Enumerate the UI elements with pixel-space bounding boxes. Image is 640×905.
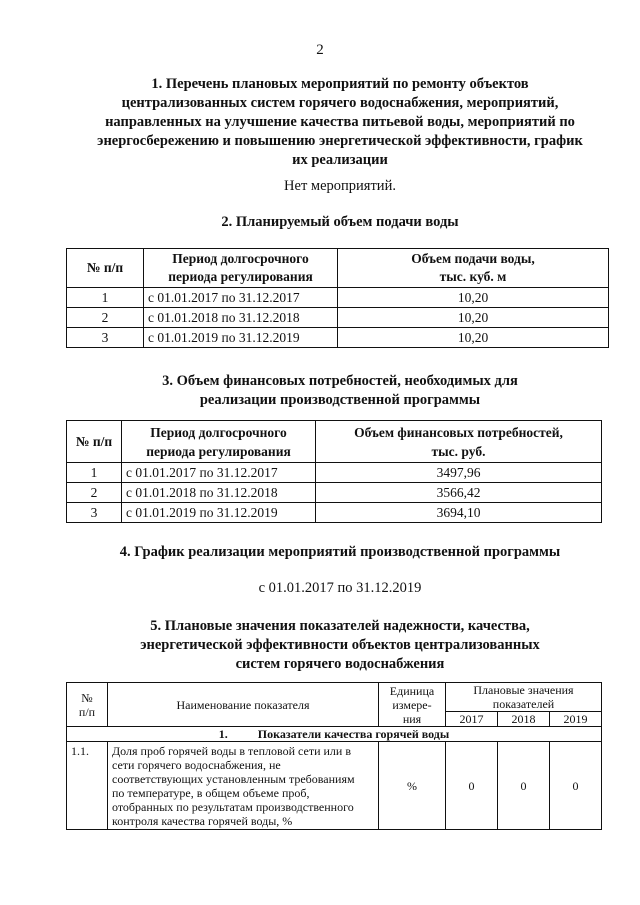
cell-value-2018: 0	[497, 742, 549, 830]
section1-title-line: 1. Перечень плановых мероприятий по ремонту объектов	[151, 76, 529, 92]
col-header-period	[144, 249, 338, 288]
group-num: 1.	[218, 727, 228, 741]
col-header-name: Наименование показателя	[108, 683, 379, 727]
cell-num: 2	[67, 483, 122, 503]
col-header-planned	[446, 683, 602, 712]
section5-title-line: систем горячего водоснабжения	[235, 656, 445, 672]
section1-title-line: направленных на улучшение качества питьевой воды, мероприятий по	[105, 114, 575, 130]
cell-period: с 01.01.2017 по 31.12.2017	[144, 288, 338, 308]
table-header-row	[67, 249, 609, 288]
header-line: периода регулирования	[146, 443, 291, 459]
header-line: тыс. куб. м	[439, 269, 507, 284]
header-line: измере-	[392, 697, 432, 712]
cell-period: с 01.01.2019 по 31.12.2019	[144, 328, 338, 348]
table-row	[67, 463, 602, 483]
page-number: 2	[316, 42, 324, 58]
header-line: №	[81, 690, 93, 705]
table-row	[67, 503, 602, 523]
name-line: соответствующих установленным требованиям	[112, 772, 355, 786]
cell-period: с 01.01.2017 по 31.12.2017	[122, 463, 316, 483]
header-line: Объем финансовых потребностей,	[354, 424, 563, 440]
cell-num: 2	[67, 308, 144, 328]
name-line: контроля качества горячей воды, %	[112, 814, 293, 828]
section4-period: с 01.01.2017 по 31.12.2019	[258, 580, 422, 596]
section3-title-line: 3. Объем финансовых потребностей, необходимых для	[162, 373, 518, 389]
cell-value: 10,20	[338, 328, 609, 348]
name-line: по температуре, в общем объеме проб,	[112, 786, 310, 800]
section5-title-line: 5. Плановые значения показателей надежности, качества,	[150, 618, 530, 634]
cell-value-2017: 0	[446, 742, 498, 830]
cell-value: 3497,96	[316, 463, 602, 483]
header-line: Период долгосрочного	[150, 424, 287, 440]
section1-title-line: их реализации	[292, 152, 388, 168]
table-row	[67, 742, 602, 830]
cell-num: 1	[67, 463, 122, 483]
financial-needs-table	[66, 420, 602, 523]
col-header-year: 2017	[446, 712, 498, 727]
group-label	[67, 727, 602, 742]
section2-title: 2. Планируемый объем подачи воды	[221, 214, 459, 230]
section1-note: Нет мероприятий.	[284, 178, 396, 194]
col-header-period	[122, 421, 316, 463]
cell-num: 1	[67, 288, 144, 308]
section3-title	[40, 372, 640, 410]
cell-value-2019: 0	[549, 742, 601, 830]
cell-period: с 01.01.2018 по 31.12.2018	[122, 483, 316, 503]
col-header-year: 2018	[497, 712, 549, 727]
col-header-num: № п/п	[67, 249, 144, 288]
table-row	[67, 328, 609, 348]
name-line: сети горячего водоснабжения, не	[112, 758, 281, 772]
header-line: Плановые значения	[473, 683, 574, 697]
col-header-num: № п/п	[67, 421, 122, 463]
col-header-unit	[379, 683, 446, 727]
cell-num: 3	[67, 328, 144, 348]
cell-unit: %	[379, 742, 446, 830]
header-line: показателей	[492, 697, 555, 711]
section1-title-line: централизованных систем горячего водоснабжения, мероприятий,	[121, 95, 559, 111]
table-group-row	[67, 727, 602, 742]
cell-period: с 01.01.2018 по 31.12.2018	[144, 308, 338, 328]
section5-title	[40, 617, 640, 674]
indicators-table	[66, 682, 602, 830]
table-row	[67, 288, 609, 308]
table-header-row	[67, 683, 602, 712]
water-supply-table	[66, 248, 609, 348]
section3-title-line: реализации производственной программы	[199, 392, 481, 408]
name-line: Доля проб горячей воды в тепловой сети или в	[112, 744, 352, 758]
cell-name	[108, 742, 379, 830]
col-header-financial	[316, 421, 602, 463]
table-row	[67, 308, 609, 328]
cell-num: 3	[67, 503, 122, 523]
header-line: тыс. руб.	[431, 443, 486, 459]
group-title: Показатели качества горячей воды	[257, 727, 450, 741]
header-line: Период долгосрочного	[172, 251, 309, 266]
col-header-year: 2019	[549, 712, 601, 727]
table-row	[67, 483, 602, 503]
cell-value: 3694,10	[316, 503, 602, 523]
cell-num: 1.1.	[67, 742, 108, 830]
col-header-num	[67, 683, 108, 727]
cell-value: 10,20	[338, 288, 609, 308]
header-line: ния	[402, 711, 422, 726]
table-header-row	[67, 421, 602, 463]
header-line: п/п	[78, 704, 96, 719]
section5-title-line: энергетической эффективности объектов централизованных	[140, 637, 540, 653]
cell-period: с 01.01.2019 по 31.12.2019	[122, 503, 316, 523]
cell-value: 3566,42	[316, 483, 602, 503]
section4-title: 4. График реализации мероприятий производственной программы	[119, 544, 561, 560]
header-line: Единица	[389, 683, 435, 698]
header-line: периода регулирования	[168, 269, 313, 284]
name-line: отобранных по результатам производственного	[112, 800, 354, 814]
col-header-volume	[338, 249, 609, 288]
section1-title	[40, 75, 640, 170]
header-line: Объем подачи воды,	[411, 251, 535, 266]
section1-title-line: энергосбережению и повышению энергетической эффективности, график	[97, 133, 583, 149]
cell-value: 10,20	[338, 308, 609, 328]
